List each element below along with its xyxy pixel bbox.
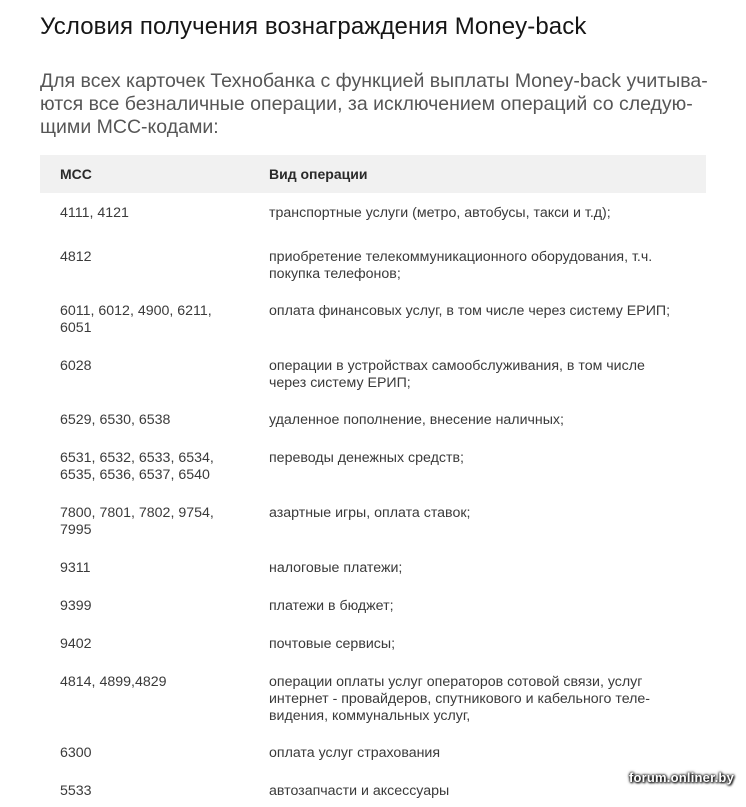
- operation-cell: приобретение телекоммуникационного оборудования, т.ч. покупка телефонов;: [269, 249, 653, 282]
- mcc-cell: 6028: [60, 358, 92, 374]
- table-row: [40, 777, 706, 807]
- table-row: [40, 444, 706, 499]
- mcc-cell: 4814, 4899,4829: [60, 674, 167, 690]
- operation-cell: операции в устройствах самообслуживания, в том числе через систему ЕРИП;: [269, 358, 645, 391]
- operation-cell: оплата финансовых услуг, в том числе через систему ЕРИП;: [269, 303, 671, 319]
- intro-line: щими МСС-кодами:: [40, 116, 219, 138]
- table-row: [40, 668, 706, 739]
- table-row: [40, 592, 706, 630]
- table-row: [40, 739, 706, 777]
- page-title: Условия получения вознаграждения Money-back: [40, 13, 587, 40]
- mcc-cell: 6300: [60, 745, 92, 761]
- mcc-cell: 6529, 6530, 6538: [60, 412, 171, 428]
- operation-cell: оплата услуг страхования: [269, 745, 441, 761]
- operation-cell: платежи в бюджет;: [269, 598, 394, 614]
- mcc-cell: 9311: [60, 560, 91, 576]
- operation-cell: транспортные услуги (метро, автобусы, такси и т.д);: [269, 205, 611, 221]
- site-watermark: forum.onliner.by: [628, 770, 734, 785]
- operation-cell: почтовые сервисы;: [269, 636, 396, 652]
- mcc-cell: 6531, 6532, 6533, 6534, 6535, 6536, 6537, 6540: [60, 450, 214, 483]
- column-header-operation-type: Вид операции: [249, 155, 706, 193]
- table-header-row: [40, 155, 706, 193]
- table-row: [40, 243, 706, 297]
- mcc-cell: 4111, 4121: [60, 205, 129, 221]
- table-row: [40, 630, 706, 668]
- operation-cell: азартные игры, оплата ставок;: [269, 505, 471, 521]
- operation-cell: автозапчасти и аксессуары: [269, 783, 450, 799]
- intro-line: Для всех карточек Технобанка с функцией выплаты Money-back учитыва-: [40, 70, 708, 92]
- table-row: [40, 297, 706, 352]
- mcc-cell: 9402: [60, 636, 92, 652]
- mcc-cell: 9399: [60, 598, 92, 614]
- mcc-cell: 5533: [60, 783, 92, 799]
- mcc-exclusions-table: [40, 155, 706, 807]
- column-header-mcc: MCC: [40, 155, 249, 193]
- table-row: [40, 406, 706, 444]
- operation-cell: налоговые платежи;: [269, 560, 403, 576]
- mcc-cell: 7800, 7801, 7802, 9754, 7995: [60, 505, 214, 538]
- table-row: [40, 193, 706, 243]
- mcc-cell: 6011, 6012, 4900, 6211, 6051: [60, 303, 212, 336]
- mcc-cell: 4812: [60, 249, 92, 265]
- operation-cell: операции оплаты услуг операторов сотовой связи, услуг интернет - провайдеров, спутникового и кабельного теле- видения, коммунальных услуг,: [269, 674, 651, 724]
- table-row: [40, 554, 706, 592]
- operation-cell: переводы денежных средств;: [269, 450, 464, 466]
- intro-paragraph: [40, 70, 706, 139]
- table-row: [40, 499, 706, 554]
- intro-line: ются все безналичные операции, за исключением операций со следую-: [40, 93, 693, 115]
- operation-cell: удаленное пополнение, внесение наличных;: [269, 412, 564, 428]
- table-row: [40, 352, 706, 406]
